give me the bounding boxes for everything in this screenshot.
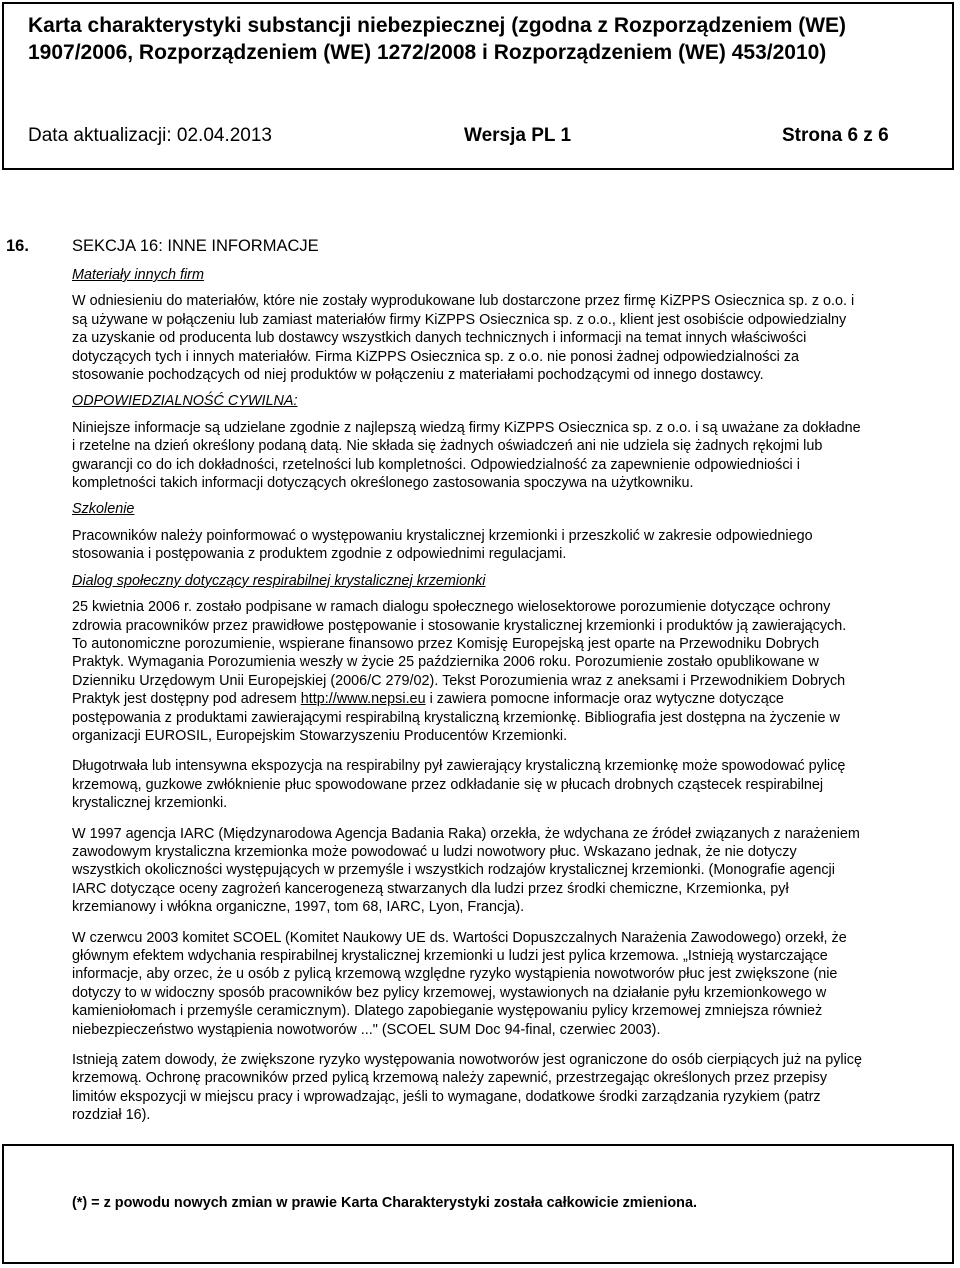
training-heading: Szkolenie bbox=[72, 501, 135, 518]
section-title: SEKCJA 16: INNE INFORMACJE bbox=[72, 237, 319, 255]
header-box bbox=[2, 2, 954, 170]
footnote: (*) = z powodu nowych zmian w prawie Karta Charakterystyki została całkowicie zmieniona. bbox=[72, 1195, 697, 1211]
section-number: 16. bbox=[6, 237, 29, 255]
materials-paragraph: W odniesieniu do materiałów, które nie zostały wyprodukowane lub dostarczone przez firmę KiZPPS Osiecznica sp. z o.o. i są używane w połączeniu lub zamiast materiałów firmy KiZPPS Osiecznica sp. z o.o., klient jest osobiście odpowiedzialny za uzyskanie od producenta lub dostawcy wszystkich danych technicznych i informacji na temat innych właściwości dotyczących tych i innych materiałów. Firma KiZPPS Osiecznica sp. z o.o. nie ponosi żadnej odpowiedzialności za stosowanie pochodzących od niej produktów w połączeniu z materiałami pochodzącymi od innego dostawcy. bbox=[72, 293, 855, 384]
page-number: Strona 6 z 6 bbox=[782, 125, 889, 146]
materials-heading: Materiały innych firm bbox=[72, 267, 204, 283]
dialogue-paragraph-5: Istnieją zatem dowody, że zwiększone ryzyko występowania nowotworów jest ograniczone do osób cierpiących już na pylicę krzemową. Ochronę pracowników przed pylicą krzemową należy zapewnić, przestrzegając określonych przez przepisy limitów ekspozycji w miejscu pracy i wprowadzając, jeśli to wymagane, dodatkowe środki zarządzania ryzykiem (patrz rozdział 16). bbox=[72, 1052, 863, 1124]
dialogue-p1-text-a: 25 kwietnia 2006 r. zostało podpisane w ramach dialogu społecznego wielosektorowe porozumienie dotyczące ochrony zdrowia pracowników przez prawidłowe postępowanie i stosowanie krystalicznej krzemionki i produktów ją zawierających. To autonomiczne porozumienie, wspierane finansowo przez Komisję Europejską jest oparte na Przewodniku Dobrych Praktyk. Wymagania Porozumienia weszły w życie 25 października 2006 roku. Porozumienie zostało opublikowane w Dzienniku Urzędowym Unii Europejskiej (2006/C 279/02). Tekst Porozumienia wraz z aneksami i Przewodnikiem Dobrych Praktyk jest dostępny pod adresem bbox=[72, 599, 847, 708]
dialogue-paragraph-3: W 1997 agencja IARC (Międzynarodowa Agencja Badania Raka) orzekła, że wdychana ze źródeł związanych z narażeniem zawodowym krystaliczna krzemionka może powodować u ludzi nowotwory płuc. Wskazano jednak, że nie dotyczy wszystkich okoliczności występujących w przemyśle i wszystkich rodzajów krystalicznej krzemionki. (Monografie agencji IARC dotyczące oceny zagrożeń kancerogenezą stwarzanych dla ludzi przez środki chemiczne, Krzemionka, pył krzemianowy i włókna organiczne, 1997, tom 68, IARC, Lyon, Francja). bbox=[72, 825, 860, 916]
disclaimer-paragraph: Niniejsze informacje są udzielane zgodnie z najlepszą wiedzą firmy KiZPPS Osiecznica sp. z o.o. i są uważane za dokładne i rzetelne na dzień określony podaną datą. Nie składa się żadnych oświadczeń ani nie udziela się żadnych rękojmi lub gwarancji co do ich dokładności, rzetelności lub kompletności. Odpowiedzialność za zapewnienie odpowiedniości i kompletności takich informacji dotyczących określonego zastosowania spoczywa na użytkowniku. bbox=[72, 419, 861, 492]
document-title: Karta charakterystyki substancji niebezpiecznej (zgodna z Rozporządzeniem (WE) 1907/2006, Rozporządzeniem (WE) 1272/2008 i Rozporządzeniem (WE) 453/2010) bbox=[28, 14, 847, 64]
dialogue-heading: Dialog społeczny dotyczący respirabilnej krystalicznej krzemionki bbox=[72, 572, 486, 589]
dialogue-paragraph-4: W czerwcu 2003 komitet SCOEL (Komitet Naukowy UE ds. Wartości Dopuszczalnych Narażenia Zawodowego) orzekł, że głównym efektem wdychania respirabilnej krystalicznej krzemionki u ludzi jest pylica krzemowa. „Istnieją wystarczające informacje, aby orzec, że u osób z pylicą krzemową względne ryzyko wystąpienia nowotworów płuc jest zwiększone (nie dotyczy to w widoczny sposób pracowników bez pylicy krzemowej, wystawionych na działanie pyłu krzemionkowego w kamieniołomach i przemyśle ceramicznym). Dlatego zapobieganie występowaniu pylicy krzemowej zmniejsza również niebezpieczeństwo wystąpienia nowotworów ..." (SCOEL SUM Doc 94-final, czerwiec 2003). bbox=[72, 929, 847, 1038]
update-date: Data aktualizacji: 02.04.2013 bbox=[28, 125, 272, 146]
version-label: Wersja PL 1 bbox=[464, 125, 572, 146]
training-paragraph: Pracowników należy poinformować o występowaniu krystalicznej krzemionki i przeszkolić w zakresie odpowiedniego stosowania i postępowania z produktem zgodnie z odpowiednimi regulacjami. bbox=[72, 527, 813, 563]
dialogue-paragraph-2: Długotrwała lub intensywna ekspozycja na respirabilny pył zawierający krystaliczną krzemionkę może spowodować pylicę krzemową, guzkowe zwłóknienie płuc spowodowane przez odkładanie się w płucach drobnych cząstecek respirabilnej krystalicznej krzemionki. bbox=[72, 758, 846, 812]
nepsi-link[interactable]: http://www.nepsi.eu bbox=[300, 691, 426, 708]
dialogue-paragraph-1 bbox=[72, 598, 862, 745]
document-body bbox=[72, 232, 862, 1125]
disclaimer-heading: ODPOWIEDZIALNOŚĆ CYWILNA: bbox=[72, 393, 298, 410]
dialogue-p1-text-b: i zawiera pomocne informacje oraz wytyczne dotyczące postępowania z produktami zawierającymi respirabilną krystaliczną krzemionkę. Bibliografia jest dostępna na życzenie w organizacji EUROSIL, Europejskim Stowarzyszeniu Producentów Krzemionki. bbox=[72, 691, 840, 744]
